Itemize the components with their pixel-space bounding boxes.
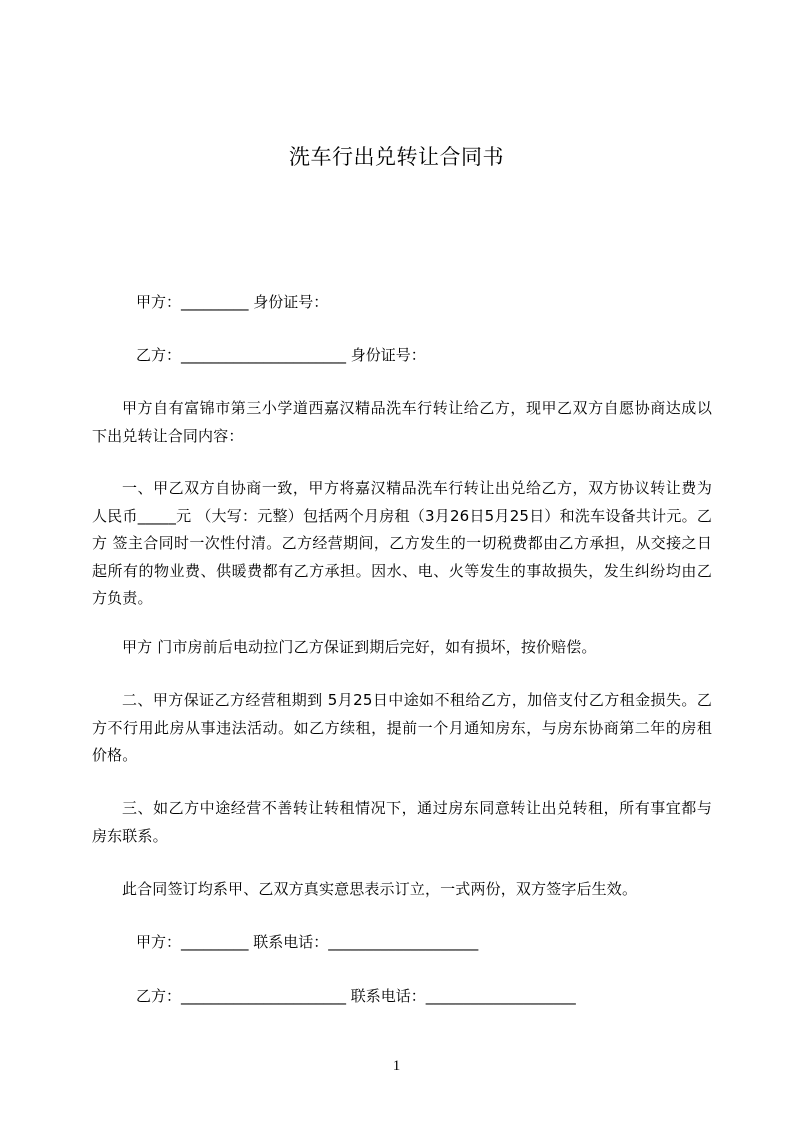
party-b-line: 乙方：______________________ 身份证号： <box>136 346 426 364</box>
clause-1-extra-paragraph: 甲方 门市房前后电动拉门乙方保证到期后完好，如有损坏，按价赔偿。 <box>122 638 597 656</box>
party-a-line: 甲方：_________ 身份证号： <box>136 293 329 311</box>
clause-2-paragraph: 二、甲方保证乙方经营租期到 5月25日中途如不租给乙方，加倍支付乙方租金损失。乙方不行用此房从事违法活动。如乙方续租，提前一个月通知房东，与房东协商第二年的房租价格。 <box>92 691 712 764</box>
clause-3-paragraph: 三、如乙方中途经营不善转让转租情况下，通过房东同意转让出兑转租，所有事宜都与房东联系。 <box>92 799 712 845</box>
closing-paragraph: 此合同签订均系甲、乙双方真实意思表示订立，一式两份，双方签字后生效。 <box>122 880 638 898</box>
page-number: 1 <box>392 1058 401 1074</box>
document-title: 洗车行出兑转让合同书 <box>289 145 504 169</box>
intro-paragraph: 甲方自有富锦市第三小学道西嘉汉精品洗车行转让给乙方，现甲乙双方自愿协商达成以下出兑转让合同内容： <box>92 399 712 445</box>
clause-1-paragraph: 一、甲乙双方自协商一致，甲方将嘉汉精品洗车行转让出兑给乙方，双方协议转让费为人民币_____元 （大写：元整）包括两个月房租（3月26日5月25日）和洗车设备共计元。乙方 签主合同时一次性付清。乙方经营期间，乙方发生的一切税费都由乙方承担，从交接之日起所有的物业费、供暖费都有乙方承担。因水、电、火等发生的事故损失，发生纠纷均由乙方负责。 <box>92 479 712 607</box>
signature-party-b: 乙方：______________________ 联系电话：____________________ <box>136 987 576 1005</box>
signature-party-a: 甲方：_________ 联系电话：____________________ <box>136 933 479 951</box>
